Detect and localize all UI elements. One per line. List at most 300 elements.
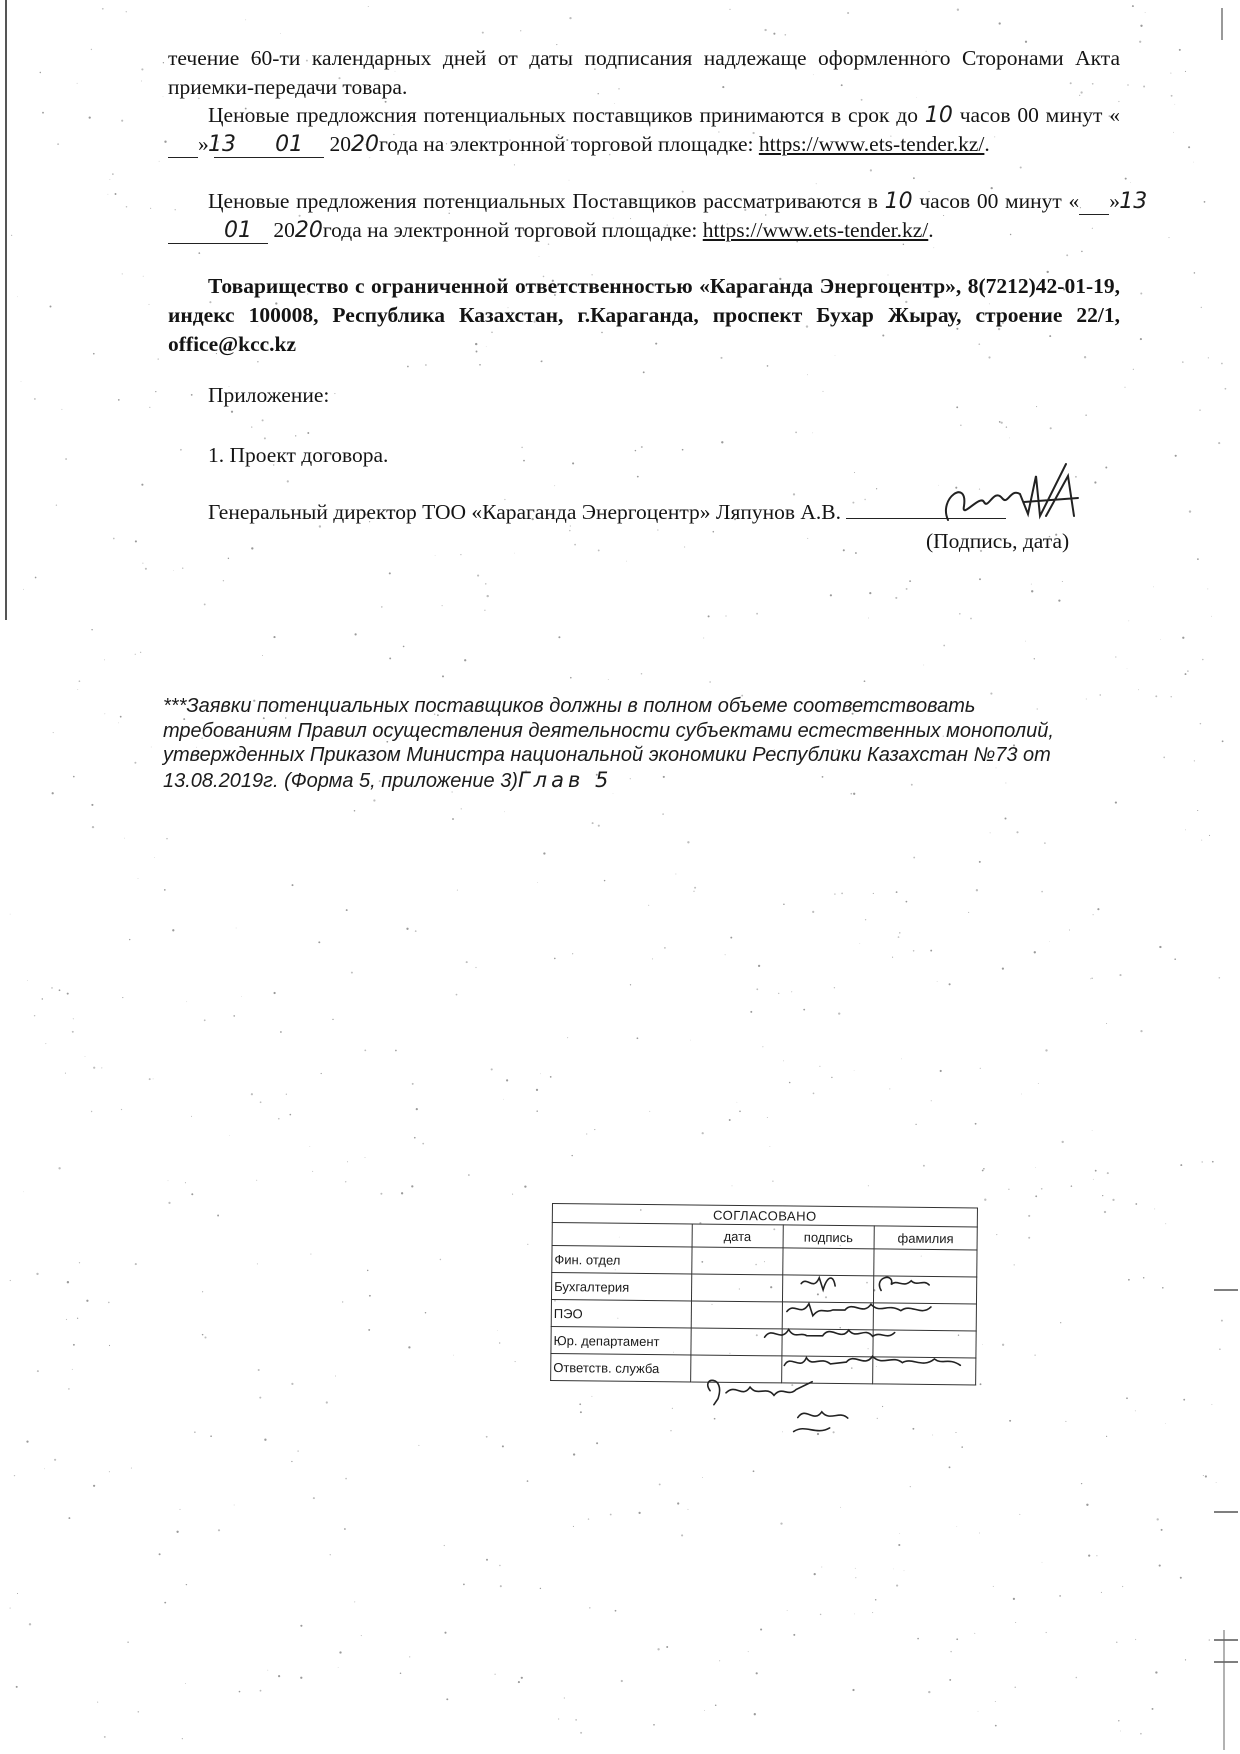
scan-speckle <box>135 1263 137 1265</box>
scan-speckle <box>166 838 168 840</box>
scan-speckle <box>1038 1083 1039 1084</box>
scan-speckle <box>112 173 113 174</box>
paragraph-bid-deadline: Ценовые предложсния потенциальных поставщиков принимаются в срок до 10 часов 00 минут «13» 01 2020года на электронной торговой площадке: https://www.ets-tender.kz/. <box>168 101 1120 159</box>
scan-speckle <box>550 1076 552 1078</box>
scan-speckle <box>523 460 525 462</box>
scan-speckle <box>520 30 521 31</box>
scan-speckle <box>91 49 92 50</box>
scan-speckle <box>767 1117 768 1118</box>
scan-speckle <box>233 1015 235 1017</box>
scan-speckle <box>228 558 229 559</box>
scan-speckle <box>1071 1185 1073 1187</box>
scan-speckle <box>72 1031 74 1033</box>
scan-speckle <box>527 1244 528 1245</box>
scan-speckle <box>690 1040 691 1041</box>
scan-speckle <box>485 583 486 584</box>
scan-speckle <box>558 1718 559 1719</box>
scan-speckle <box>1065 1421 1066 1422</box>
scan-speckle <box>1127 84 1128 85</box>
scan-speckle <box>732 1186 733 1187</box>
scan-speckle <box>502 1445 504 1447</box>
scan-speckle <box>313 1497 315 1499</box>
scan-speckle <box>767 365 769 367</box>
scan-speckle <box>970 618 972 620</box>
scan-speckle <box>572 953 573 954</box>
scan-speckle <box>59 989 61 991</box>
ets-tender-link[interactable]: https://www.ets-tender.kz/ <box>702 218 929 242</box>
scan-speckle <box>497 1330 498 1331</box>
scan-speckle <box>251 1093 253 1095</box>
scan-speckle <box>715 1705 717 1707</box>
scan-speckle <box>185 1683 186 1684</box>
scan-speckle <box>442 675 444 677</box>
scan-speckle <box>61 409 62 410</box>
scan-speckle <box>979 861 981 863</box>
scan-speckle <box>145 568 147 570</box>
scan-speckle <box>1171 696 1172 697</box>
scan-speckle <box>1066 254 1068 256</box>
scan-speckle <box>17 1593 18 1594</box>
scan-speckle <box>310 1254 311 1255</box>
scan-speckle <box>291 1461 292 1462</box>
scan-speckle <box>1140 25 1142 27</box>
scan-speckle <box>980 1068 981 1069</box>
scan-speckle <box>412 1083 414 1085</box>
scan-speckle <box>1035 1167 1036 1168</box>
scan-speckle <box>290 1114 292 1116</box>
scan-speckle <box>868 1185 869 1186</box>
scan-speckle <box>468 1174 470 1176</box>
scan-speckle <box>1152 1708 1154 1710</box>
director-signature <box>928 458 1098 528</box>
scan-speckle <box>904 1570 905 1571</box>
scan-speckle <box>896 891 898 893</box>
scan-speckle <box>484 610 485 611</box>
stamp-dept: Юр. департамент <box>551 1326 691 1354</box>
scan-speckle <box>411 1185 413 1187</box>
scan-speckle <box>795 431 797 433</box>
scan-speckle <box>1019 1514 1020 1515</box>
scan-speckle <box>1116 1642 1117 1643</box>
scan-speckle <box>40 72 41 73</box>
scan-speckle <box>783 1061 784 1062</box>
scan-speckle <box>367 1270 369 1272</box>
stamp-header-surname: фамилия <box>874 1226 977 1250</box>
scan-speckle <box>295 435 296 436</box>
stamp-dept: Бухгалтерия <box>551 1273 691 1301</box>
scan-speckle <box>1197 810 1198 811</box>
scan-speckle <box>569 180 570 181</box>
scan-speckle <box>487 595 489 597</box>
scan-speckle <box>500 1585 502 1587</box>
scan-speckle <box>807 538 808 539</box>
scan-speckle <box>26 1440 28 1442</box>
scan-speckle <box>1130 182 1131 183</box>
scan-speckle <box>1174 958 1176 960</box>
scan-speckle <box>834 987 835 988</box>
scan-speckle <box>657 1648 659 1650</box>
scan-speckle <box>637 1037 639 1039</box>
scan-speckle <box>1174 104 1175 105</box>
scan-speckle <box>400 1673 402 1675</box>
scan-speckle <box>368 6 369 7</box>
scan-speckle <box>155 391 156 392</box>
scan-speckle <box>573 1453 575 1455</box>
scan-speckle <box>154 857 155 858</box>
scan-speckle <box>354 1601 355 1602</box>
scan-speckle <box>527 1480 529 1482</box>
scan-speckle <box>783 904 785 906</box>
scan-speckle <box>464 659 466 661</box>
scan-speckle <box>855 1577 856 1578</box>
scan-speckle <box>677 1502 679 1504</box>
scan-speckle <box>86 1300 88 1302</box>
scan-speckle <box>91 629 92 630</box>
scan-speckle <box>251 426 252 427</box>
scan-speckle <box>57 143 59 145</box>
scan-speckle <box>1035 1195 1037 1197</box>
scan-speckle <box>1107 1172 1109 1174</box>
scan-speckle <box>813 1093 815 1095</box>
scan-speckle <box>446 1698 448 1700</box>
scan-speckle <box>466 961 468 963</box>
scan-speckle <box>662 813 664 815</box>
scan-speckle <box>435 555 436 556</box>
scan-speckle <box>482 32 484 34</box>
scan-speckle <box>1161 1529 1163 1531</box>
scan-speckle <box>486 1436 488 1438</box>
scan-speckle <box>739 1111 741 1113</box>
scan-speckle <box>1132 5 1134 7</box>
scan-speckle <box>50 306 52 308</box>
scan-speckle <box>259 1397 261 1399</box>
scan-speckle <box>365 1157 366 1158</box>
scan-speckle <box>1154 1208 1155 1209</box>
scan-speckle <box>807 374 808 375</box>
scan-speckle <box>1189 510 1191 512</box>
scan-speckle <box>737 1102 738 1103</box>
scan-speckle <box>995 1701 996 1702</box>
scan-speckle <box>1135 1203 1137 1205</box>
scan-speckle <box>77 1318 78 1319</box>
attachment-item: 1. Проект договора. <box>208 443 389 467</box>
scan-speckle <box>65 458 67 460</box>
scan-speckle <box>312 1171 313 1172</box>
scan-speckle <box>251 547 253 549</box>
scan-speckle <box>138 1711 140 1713</box>
scan-speckle <box>708 615 710 617</box>
scan-speckle <box>141 81 142 82</box>
scan-speckle <box>787 1610 788 1611</box>
handwritten-month: 01 <box>168 219 268 244</box>
scan-speckle <box>572 462 574 464</box>
scan-speckle <box>89 116 91 118</box>
scan-speckle <box>515 1361 516 1362</box>
scan-speckle <box>659 1483 661 1485</box>
scan-speckle <box>109 1345 110 1346</box>
scan-speckle <box>364 1050 366 1052</box>
scan-speckle <box>444 1632 446 1634</box>
scan-speckle <box>52 792 54 794</box>
scan-speckle <box>1036 406 1037 407</box>
scan-speckle <box>1175 455 1177 457</box>
ets-tender-link[interactable]: https://www.ets-tender.kz/ <box>758 132 985 156</box>
scan-speckle <box>621 1680 623 1682</box>
scan-speckle <box>1001 422 1003 424</box>
scan-speckle <box>1016 831 1018 833</box>
scan-speckle <box>913 177 915 179</box>
scan-speckle <box>101 1067 102 1068</box>
scan-speckle <box>1194 272 1196 274</box>
stamp-dept: Фин. отдел <box>552 1246 692 1274</box>
scan-speckle <box>949 1679 951 1681</box>
scan-speckle <box>896 1585 898 1587</box>
scan-speckle <box>186 1584 187 1585</box>
scan-speckle <box>260 1101 262 1103</box>
scan-speckle <box>850 793 852 795</box>
scan-speckle <box>1139 41 1141 43</box>
scan-speckle <box>506 1079 508 1081</box>
scan-speckle <box>1140 1030 1142 1032</box>
scan-speckle <box>53 732 54 733</box>
scan-speckle <box>571 1155 572 1156</box>
scan-speckle <box>702 1477 703 1478</box>
paragraph-payment-terms: течение 60-ти календарных дней от даты подписания надлежаще оформленного Сторонами Акта приемки-передачи товара. <box>168 46 1120 99</box>
scan-speckle <box>760 1628 762 1630</box>
scan-speckle <box>852 1689 854 1691</box>
scan-speckle <box>855 552 857 554</box>
scan-speckle <box>499 1565 500 1566</box>
scan-edge-marks <box>1200 0 1240 1754</box>
scan-speckle <box>66 1319 67 1320</box>
scan-speckle <box>204 603 206 605</box>
scan-speckle <box>968 912 969 913</box>
scan-speckle <box>51 987 53 989</box>
company-details: Товарищество с ограниченной ответственностью «Караганда Энергоцентр», 8(7212)42-01-19, индекс 100008, Республика Казахстан, г.Караганда, проспект Бухар Жырау, строение 22/1, office@kcc.kz <box>168 274 1120 356</box>
stamp-dept: ПЭО <box>551 1300 691 1328</box>
scan-speckle <box>1118 1720 1119 1721</box>
scan-speckle <box>122 273 123 274</box>
scan-speckle <box>1034 658 1035 659</box>
scan-speckle <box>42 112 44 114</box>
scan-speckle <box>191 394 193 396</box>
scan-speckle <box>262 655 263 656</box>
scan-speckle <box>176 1531 178 1533</box>
scan-speckle <box>1021 1094 1022 1095</box>
scan-speckle <box>453 1355 454 1356</box>
scan-speckle <box>416 1108 418 1110</box>
scan-speckle <box>637 476 639 478</box>
scan-speckle <box>118 723 119 724</box>
scan-speckle <box>822 391 823 392</box>
scan-speckle <box>286 1094 287 1095</box>
scan-speckle <box>816 183 817 184</box>
scan-speckle <box>1090 978 1091 979</box>
scan-speckle <box>719 1660 720 1661</box>
scan-speckle <box>847 12 849 14</box>
scan-speckle <box>943 645 945 647</box>
scan-speckle <box>657 529 658 530</box>
scan-speckle <box>598 549 600 551</box>
scan-speckle <box>389 657 391 659</box>
scan-speckle <box>37 1370 39 1372</box>
scan-speckle <box>681 1534 683 1536</box>
scan-speckle <box>442 605 443 606</box>
scan-speckle <box>638 1512 640 1514</box>
scan-speckle <box>770 1146 771 1147</box>
scan-speckle <box>168 1180 169 1181</box>
scan-speckle <box>131 1468 132 1469</box>
scan-speckle <box>1185 673 1187 675</box>
scan-speckle <box>536 1110 538 1112</box>
scan-speckle <box>67 1281 69 1283</box>
scan-speckle <box>67 993 69 995</box>
scan-speckle <box>652 958 653 959</box>
scan-speckle <box>558 636 560 638</box>
scan-speckle <box>993 1586 994 1587</box>
scan-speckle <box>148 304 149 305</box>
scan-speckle <box>456 994 458 996</box>
scan-speckle <box>491 1068 493 1070</box>
scan-speckle <box>940 1070 942 1072</box>
scan-speckle <box>748 1651 749 1652</box>
scan-speckle <box>1115 656 1116 657</box>
scan-speckle <box>930 950 932 952</box>
scan-speckle <box>1185 1659 1186 1660</box>
scan-speckle <box>721 441 723 443</box>
scan-speckle <box>995 1725 997 1727</box>
scan-speckle <box>164 889 166 891</box>
scan-speckle <box>819 1066 820 1067</box>
scan-speckle <box>521 447 523 449</box>
scan-speckle <box>893 1569 894 1570</box>
scan-speckle <box>202 1334 204 1336</box>
scan-speckle <box>104 1736 106 1738</box>
scan-speckle <box>854 1070 855 1071</box>
scan-speckle <box>789 1082 791 1084</box>
scan-speckle <box>335 1375 336 1376</box>
scan-speckle <box>164 1602 166 1604</box>
scan-speckle <box>1020 166 1022 168</box>
scan-speckle <box>342 1301 343 1302</box>
scan-speckle <box>1091 978 1092 979</box>
scan-speckle <box>913 857 915 859</box>
scan-speckle <box>910 1486 911 1487</box>
scan-speckle <box>143 276 144 277</box>
scan-speckle <box>843 549 845 551</box>
scan-speckle <box>906 588 908 590</box>
scan-speckle <box>626 561 627 562</box>
scan-speckle <box>873 893 874 894</box>
scan-speckle <box>408 1346 410 1348</box>
scan-speckle <box>1185 71 1186 72</box>
scan-speckle <box>140 652 141 653</box>
scan-speckle <box>204 1019 206 1021</box>
scan-speckle <box>258 1369 260 1371</box>
scan-speckle <box>198 252 200 254</box>
scan-speckle <box>975 1123 977 1125</box>
scan-speckle <box>150 208 151 209</box>
scan-speckle <box>153 1078 154 1079</box>
scan-speckle <box>569 17 571 19</box>
handwritten-year: 20 <box>351 132 379 157</box>
scan-speckle <box>1097 908 1099 910</box>
scan-speckle <box>239 1691 241 1693</box>
scan-speckle <box>1062 581 1063 582</box>
scan-speckle <box>85 1056 86 1057</box>
scan-speckle <box>180 1509 181 1510</box>
scan-speckle <box>693 891 694 892</box>
approval-stamp <box>550 1203 978 1422</box>
scan-speckle <box>1183 1399 1185 1401</box>
scan-speckle <box>414 1137 416 1139</box>
scan-speckle <box>1006 426 1007 427</box>
scan-speckle <box>1182 361 1184 363</box>
scan-speckle <box>540 1073 541 1074</box>
scan-speckle <box>1162 1287 1164 1289</box>
scan-speckle <box>1165 1223 1166 1224</box>
scan-speckle <box>1171 95 1173 97</box>
scan-speckle <box>93 1485 95 1487</box>
attachment-label: Приложение: <box>208 383 330 407</box>
scan-speckle <box>778 993 779 994</box>
scan-speckle <box>440 1259 441 1260</box>
footnote-requirements: ***Заявки потенциальных поставщиков должны в полном объеме соответствовать требованиям Правил осуществления деятельности субъектами естественных монополий, утвержденных Приказом Министра национальной экономики Республики Казахстан №73 от 13.08.2019г. (Форма 5, приложение 3)Глав 5 <box>163 695 1054 792</box>
scan-speckle <box>231 411 233 413</box>
scan-speckle <box>554 485 555 486</box>
scan-speckle <box>23 589 24 590</box>
scan-speckle <box>1076 1677 1078 1679</box>
scan-speckle <box>479 364 481 366</box>
scan-speckle <box>291 1383 293 1385</box>
scan-speckle <box>820 1614 822 1616</box>
scan-speckle <box>278 1118 280 1120</box>
scan-speckle <box>182 567 183 568</box>
scan-speckle <box>1009 438 1010 439</box>
scan-speckle <box>260 1690 262 1692</box>
scan-speckle <box>218 1529 220 1531</box>
scan-speckle <box>126 11 127 12</box>
scan-speckle <box>780 1522 782 1524</box>
scan-speckle <box>1069 930 1070 931</box>
scan-speckle <box>264 437 266 439</box>
scan-speckle <box>1173 132 1174 133</box>
scan-speckle <box>91 1111 92 1112</box>
scan-speckle <box>694 887 696 889</box>
scan-speckle <box>278 1675 280 1677</box>
scan-speckle <box>56 505 57 506</box>
scan-speckle <box>122 997 123 998</box>
scan-speckle <box>264 1439 266 1441</box>
scan-speckle <box>898 1544 900 1546</box>
scan-speckle <box>1197 558 1199 560</box>
scan-speckle <box>840 1507 841 1508</box>
scan-speckle <box>194 1432 195 1433</box>
scan-speckle <box>1168 237 1169 238</box>
scan-speckle <box>539 256 540 257</box>
scan-speckle <box>704 1710 705 1711</box>
scan-speckle <box>149 1078 151 1080</box>
scan-speckle <box>898 936 900 938</box>
scan-speckle <box>592 822 594 824</box>
scan-speckle <box>1135 1639 1136 1640</box>
scan-speckle <box>569 530 570 531</box>
director-line: Генеральный директор ТОО «Караганда Энергоцентр» Ляпунов А.В. <box>208 498 1006 527</box>
scan-speckle <box>524 1185 526 1187</box>
scan-speckle <box>425 364 427 366</box>
scan-speckle <box>750 1011 752 1013</box>
scan-speckle <box>543 852 545 854</box>
